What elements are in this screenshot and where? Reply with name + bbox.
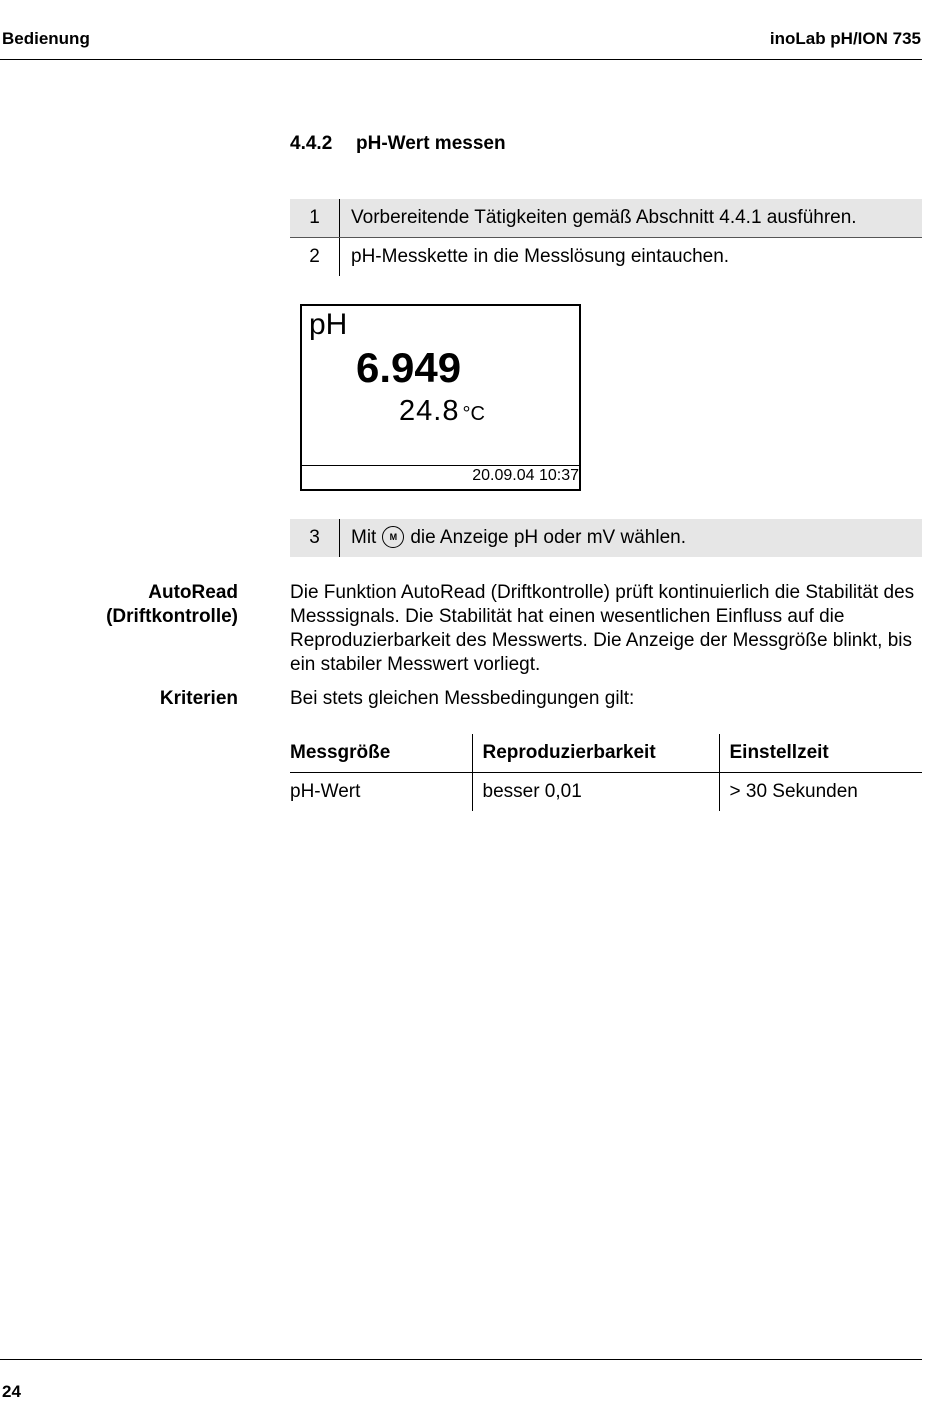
- autoread-label-line2: (Driftkontrolle): [106, 606, 238, 627]
- m-key-icon: M: [382, 526, 404, 548]
- meter-display: [300, 304, 581, 491]
- section-title: [290, 133, 506, 155]
- table-row: [290, 773, 922, 812]
- display-datetime: 20.09.04 10:37: [472, 467, 579, 484]
- step-text: [340, 527, 686, 549]
- steps-list-2: [290, 519, 922, 557]
- step-text-after: die Anzeige pH oder mV wählen.: [410, 527, 686, 548]
- page-number: 24: [2, 1382, 21, 1401]
- step-number: 3: [290, 519, 340, 557]
- table-header: Einstellzeit: [719, 734, 922, 773]
- footer-rule: [0, 1359, 922, 1360]
- display-temperature: [399, 395, 485, 428]
- display-divider: [302, 465, 579, 466]
- table-header: Messgröße: [290, 734, 472, 773]
- header-left: Bedienung: [2, 29, 90, 48]
- step-number: 2: [290, 238, 340, 276]
- header-right: inoLab pH/ION 735: [769, 29, 921, 48]
- table-cell: pH-Wert: [290, 781, 361, 802]
- step-1: [290, 199, 922, 238]
- autoread-text: Die Funktion AutoRead (Driftkontrolle) prüft kontinuierlich die Stabilität des Messsignals. Die Stabilität hat einen wesentlichen Einfluss auf die Reproduzierbarkeit des Messwerts. Die Anzeige der Messgröße blinkt, bis ein stabiler Messwert vorliegt.: [290, 582, 915, 675]
- temperature-value: 24.8: [399, 395, 460, 427]
- display-unit: pH: [309, 308, 348, 341]
- step-text-before: Mit: [351, 527, 377, 548]
- step-3: [290, 519, 922, 557]
- step-number: 1: [290, 199, 340, 237]
- header-rule: [0, 59, 922, 60]
- table-cell: > 30 Sekunden: [719, 773, 922, 812]
- steps-list: [290, 199, 922, 276]
- criteria-table: [290, 734, 922, 811]
- temperature-unit: °C: [462, 403, 485, 425]
- step-2: [290, 238, 922, 276]
- section-number: 4.4.2: [290, 133, 333, 154]
- autoread-label-line1: AutoRead: [148, 582, 238, 603]
- step-text: Vorbereitende Tätigkeiten gemäß Abschnitt 4.4.1 ausführen.: [351, 207, 857, 228]
- kriterien-label: Kriterien: [159, 688, 238, 709]
- kriterien-text: Bei stets gleichen Messbedingungen gilt:: [290, 688, 635, 709]
- table-header: Reproduzierbarkeit: [472, 734, 719, 773]
- step-text: pH-Messkette in die Messlösung eintauchen.: [351, 246, 730, 267]
- autoread-label: [106, 581, 238, 629]
- table-cell: besser 0,01: [472, 773, 719, 812]
- section-heading: pH-Wert messen: [356, 133, 506, 154]
- display-value: 6.949: [356, 344, 462, 391]
- table-header-row: [290, 734, 922, 773]
